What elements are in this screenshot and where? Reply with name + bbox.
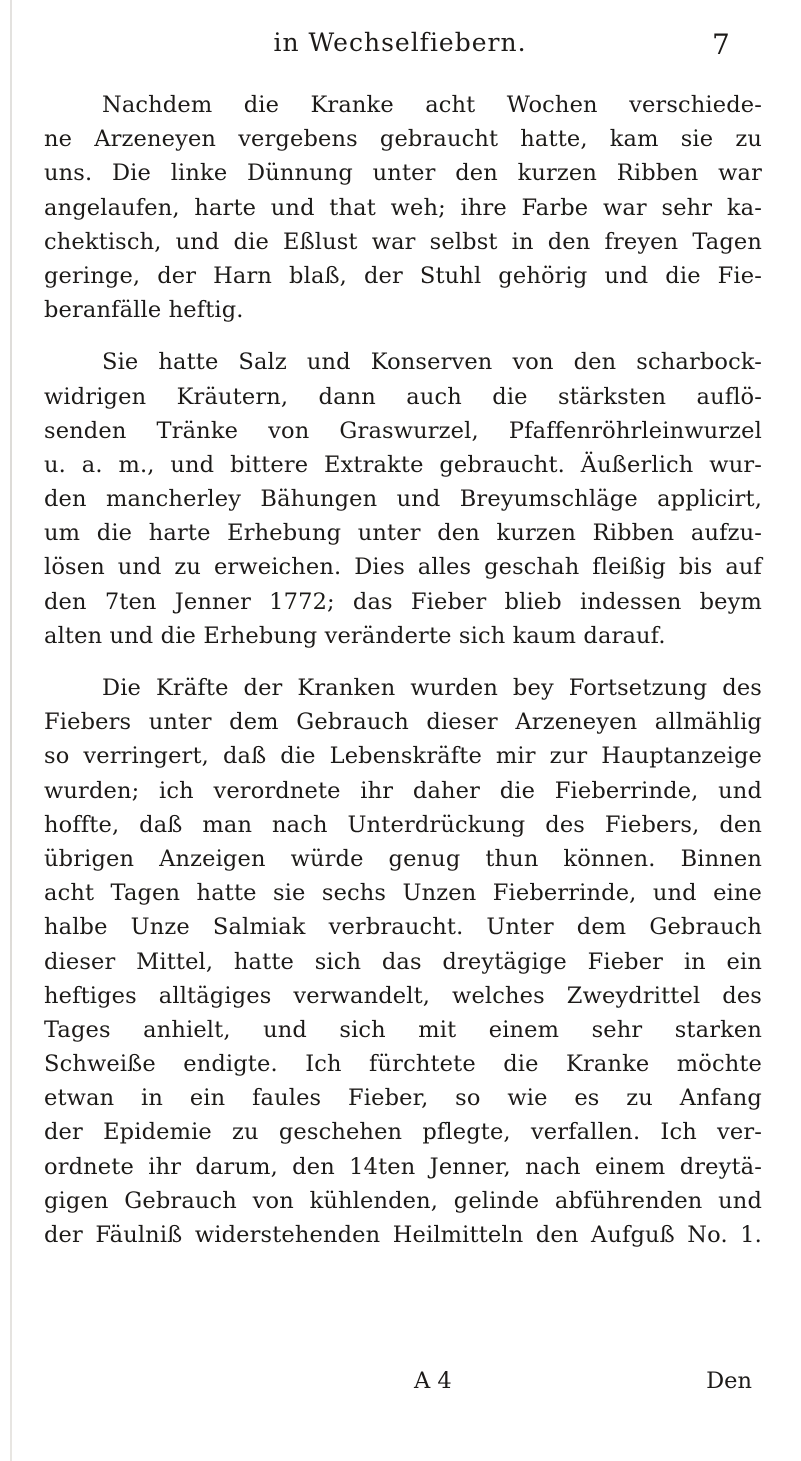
- text-line: u. a. m., und bittere Extrakte gebraucht. Äußerlich wur-: [44, 451, 762, 478]
- catchword: Den: [706, 1368, 752, 1394]
- binding-edge: [10, 0, 12, 1461]
- running-title: in Wechselfiebern.: [273, 28, 527, 57]
- text-line: Die Kräfte der Kranken wurden bey Fortsetzung des: [102, 675, 762, 701]
- text-line: angelaufen, harte und that weh; ihre Farbe war sehr ka-: [44, 194, 762, 221]
- text-line: ordnete ihr darum, den 14ten Jenner, nach einem dreytä-: [44, 1153, 762, 1180]
- text-line: acht Tagen hatte sie sechs Unzen Fieberrinde, und eine: [44, 880, 762, 907]
- text-line: so verringert, daß die Lebenskräfte mir zur Hauptanzeige: [44, 743, 762, 770]
- text-line: gigen Gebrauch von kühlenden, gelinde abführenden und: [44, 1187, 762, 1214]
- text-line: Fiebers unter dem Gebrauch dieser Arzeneyen allmählig: [44, 709, 762, 736]
- text-line: dieser Mittel, hatte sich das dreytägige Fieber in ein: [44, 948, 762, 975]
- text-line: alten und die Erhebung veränderte sich kaum darauf.: [44, 622, 666, 649]
- text-line: beranfälle heftig.: [44, 297, 244, 324]
- page-number: 7: [712, 28, 730, 61]
- text-line: den mancherley Bähungen und Breyumschläge applicirt,: [44, 486, 762, 513]
- text-line: uns. Die linke Dünnung unter den kurzen Ribben war: [44, 160, 762, 187]
- text-line: ne Arzeneyen vergebens gebraucht hatte, kam sie zu: [44, 126, 762, 153]
- text-line: widrigen Kräutern, dann auch die stärksten auflö-: [44, 383, 762, 410]
- text-line: etwan in ein faules Fieber, so wie es zu Anfang: [44, 1085, 762, 1112]
- text-line: Sie hatte Salz und Konserven von den scharbock-: [102, 349, 762, 376]
- body-text: [44, 88, 762, 1252]
- text-line: halbe Unze Salmiak verbraucht. Unter dem Gebrauch: [44, 914, 762, 941]
- text-line: heftiges alltägiges verwandelt, welches Zweydrittel des: [44, 982, 762, 1009]
- text-line: um die harte Erhebung unter den kurzen Ribben aufzu-: [44, 520, 762, 547]
- text-line: lösen und zu erweichen. Dies alles geschah fleißig bis auf: [44, 554, 762, 581]
- signature-mark: A 4: [414, 1368, 452, 1394]
- text-line: Nachdem die Kranke acht Wochen verschiede-: [102, 92, 762, 118]
- text-line: der Epidemie zu geschehen pflegte, verfallen. Ich ver-: [44, 1119, 762, 1146]
- text-line: der Fäulniß widerstehenden Heilmitteln den Aufguß No. 1.: [44, 1222, 762, 1248]
- text-line: chektisch, und die Eßlust war selbst in den freyen Tagen: [44, 228, 762, 255]
- text-line: Tages anhielt, und sich mit einem sehr starken: [44, 1016, 762, 1043]
- text-line: hoffte, daß man nach Unterdrückung des Fiebers, den: [44, 811, 762, 838]
- running-head: [0, 28, 801, 68]
- text-line: geringe, der Harn blaß, der Stuhl gehörig und die Fie-: [44, 262, 762, 289]
- text-line: senden Tränke von Graswurzel, Pfaffenröhrleinwurzel: [44, 417, 762, 444]
- text-line: übrigen Anzeigen würde genug thun können. Binnen: [44, 845, 762, 872]
- text-line: den 7ten Jenner 1772; das Fieber blieb indessen beym: [44, 588, 762, 615]
- page-footer: [44, 1364, 762, 1398]
- text-line: Schweiße endigte. Ich fürchtete die Kranke möchte: [44, 1051, 762, 1078]
- text-line: wurden; ich verordnete ihr daher die Fieberrinde, und: [44, 777, 762, 804]
